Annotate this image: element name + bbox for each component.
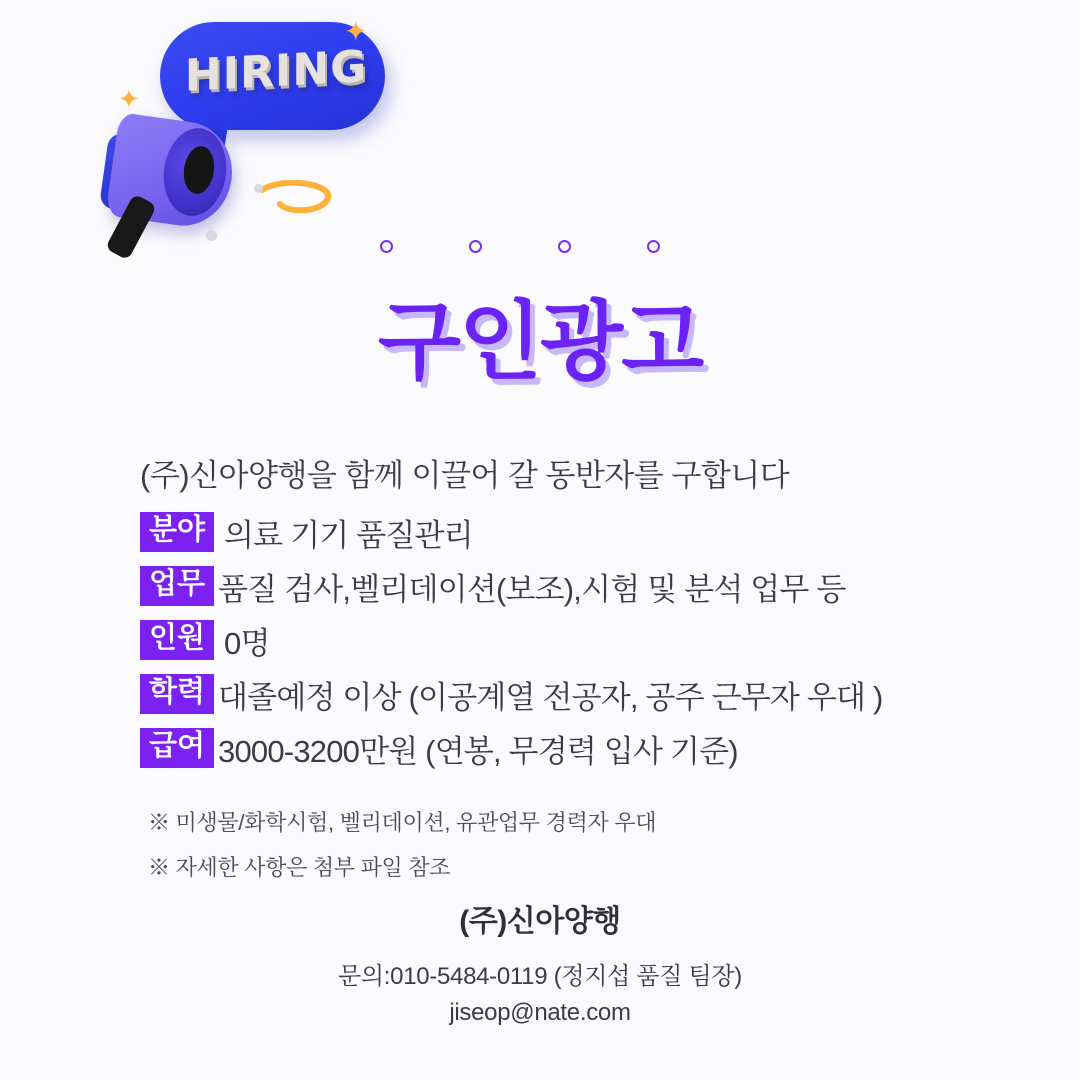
lead-text: (주)신아양행을 함께 이끌어 갈 동반자를 구합니다 (140, 458, 790, 493)
company-name: (주)신아양행 (459, 905, 621, 938)
field-value: 품질 검사,벨리데이션(보조),시험 및 분석 업무 등 (218, 571, 846, 607)
note-line: ※ 미생물/화학시험, 벨리데이션, 유관업무 경력자 우대 (148, 810, 657, 835)
circle-icon (380, 240, 393, 253)
circle-icon (469, 240, 482, 253)
decorative-circle-row (380, 240, 660, 253)
field-value: 의료 기기 품질관리 (224, 517, 473, 553)
job-detail-list (140, 505, 1040, 775)
field-tag: 인원 (140, 620, 214, 660)
dot-icon (206, 230, 217, 241)
circle-icon (558, 240, 571, 253)
list-item (140, 613, 1040, 667)
footer (0, 896, 1080, 1027)
squiggle-icon (258, 180, 338, 220)
sparkle-icon: ✦ (344, 16, 368, 47)
notes-block (148, 806, 1028, 896)
sparkle-icon: ✦ (118, 84, 140, 114)
hiring-badge-graphic (0, 0, 420, 280)
field-tag: 분야 (140, 512, 214, 552)
field-value: 0명 (224, 625, 270, 661)
contact-email[interactable]: jiseop@nate.com (449, 999, 631, 1026)
list-item (140, 721, 1040, 775)
list-item (140, 667, 1040, 721)
list-item (140, 505, 1040, 559)
list-item (140, 559, 1040, 613)
field-tag: 업무 (140, 566, 214, 606)
hiring-label: HIRING (184, 41, 368, 102)
field-tag: 급여 (140, 728, 214, 768)
contact-phone: 문의:010-5484-0119 (정지섭 품질 팀장) (338, 963, 742, 990)
field-value: 대졸예정 이상 (이공계열 전공자, 공주 근무자 우대 ) (218, 679, 883, 715)
field-tag: 학력 (140, 674, 214, 714)
field-value: 3000-3200만원 (연봉, 무경력 입사 기준) (218, 733, 738, 769)
circle-icon (647, 240, 660, 253)
page-title: 구인광고 (377, 292, 703, 392)
note-line: ※ 자세한 사항은 첨부 파일 참조 (148, 855, 451, 880)
dot-icon (254, 184, 263, 193)
